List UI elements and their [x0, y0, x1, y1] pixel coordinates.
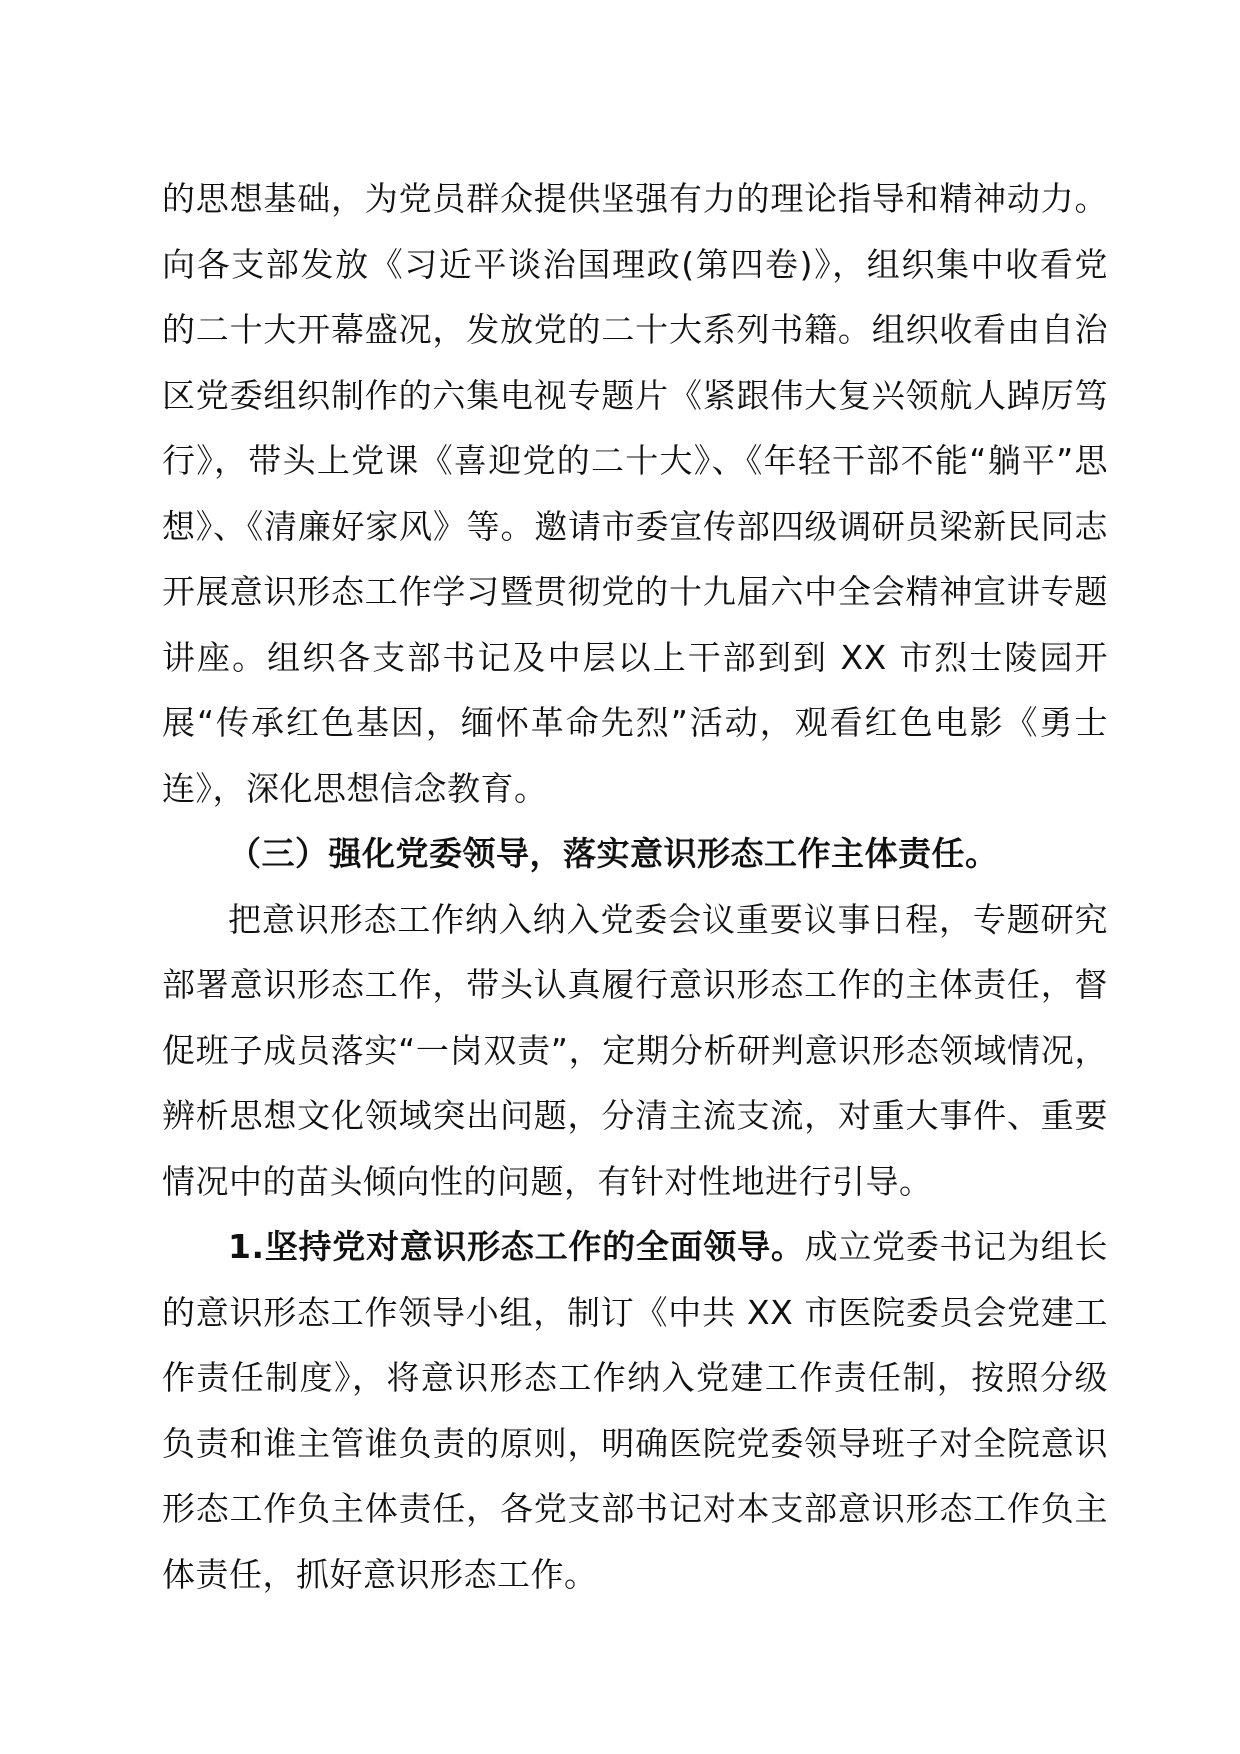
- paragraph-item-1: [162, 1214, 1108, 1607]
- paragraph-party-committee: 把意识形态工作纳入纳入党委会议重要议事日程，专题研究部署意识形态工作，带头认真履行意识形态工作的主体责任，督促班子成员落实“一岗双责”，定期分析研判意识形态领域情况，辨析思想文化领域突出问题，分清主流支流，对重大事件、重要情况中的苗头倾向性的问题，有针对性地进行引导。: [162, 899, 1108, 1201]
- item-1-lead: 1.坚持党对意识形态工作的全面领导。: [228, 1227, 805, 1266]
- section-heading-3: （三）强化党委领导，落实意识形态工作主体责任。: [228, 834, 999, 873]
- item-1-body: 成立党委书记为组长的意识形态工作领导小组，制订《中共 XX 市医院委员会党建工作责任制度》，将意识形态工作纳入党建工作责任制，按照分级负责和谁主管谁负责的原则，明确医院党委领导班子对全院意识形态工作负主体责任，各党支部书记对本支部意识形态工作负主体责任，抓好意识形态工作。: [162, 1227, 1108, 1594]
- document-body: [162, 166, 1108, 1607]
- paragraph-continuation: 的思想基础，为党员群众提供坚强有力的理论指导和精神动力。向各支部发放《习近平谈治国理政(第四卷)》，组织集中收看党的二十大开幕盛况，发放党的二十大系列书籍。组织收看由自治区党委组织制作的六集电视专题片《紧跟伟大复兴领航人踔厉笃行》，带头上党课《喜迎党的二十大》、《年轻干部不能“躺平”思想》、《清廉好家风》等。邀请市委宣传部四级调研员梁新民同志开展意识形态工作学习暨贯彻党的十九届六中全会精神宣讲专题讲座。组织各支部书记及中层以上干部到到 XX 市烈士陵园开展“传承红色基因，缅怀革命先烈”活动，观看红色电影《勇士连》，深化思想信念教育。: [162, 179, 1108, 808]
